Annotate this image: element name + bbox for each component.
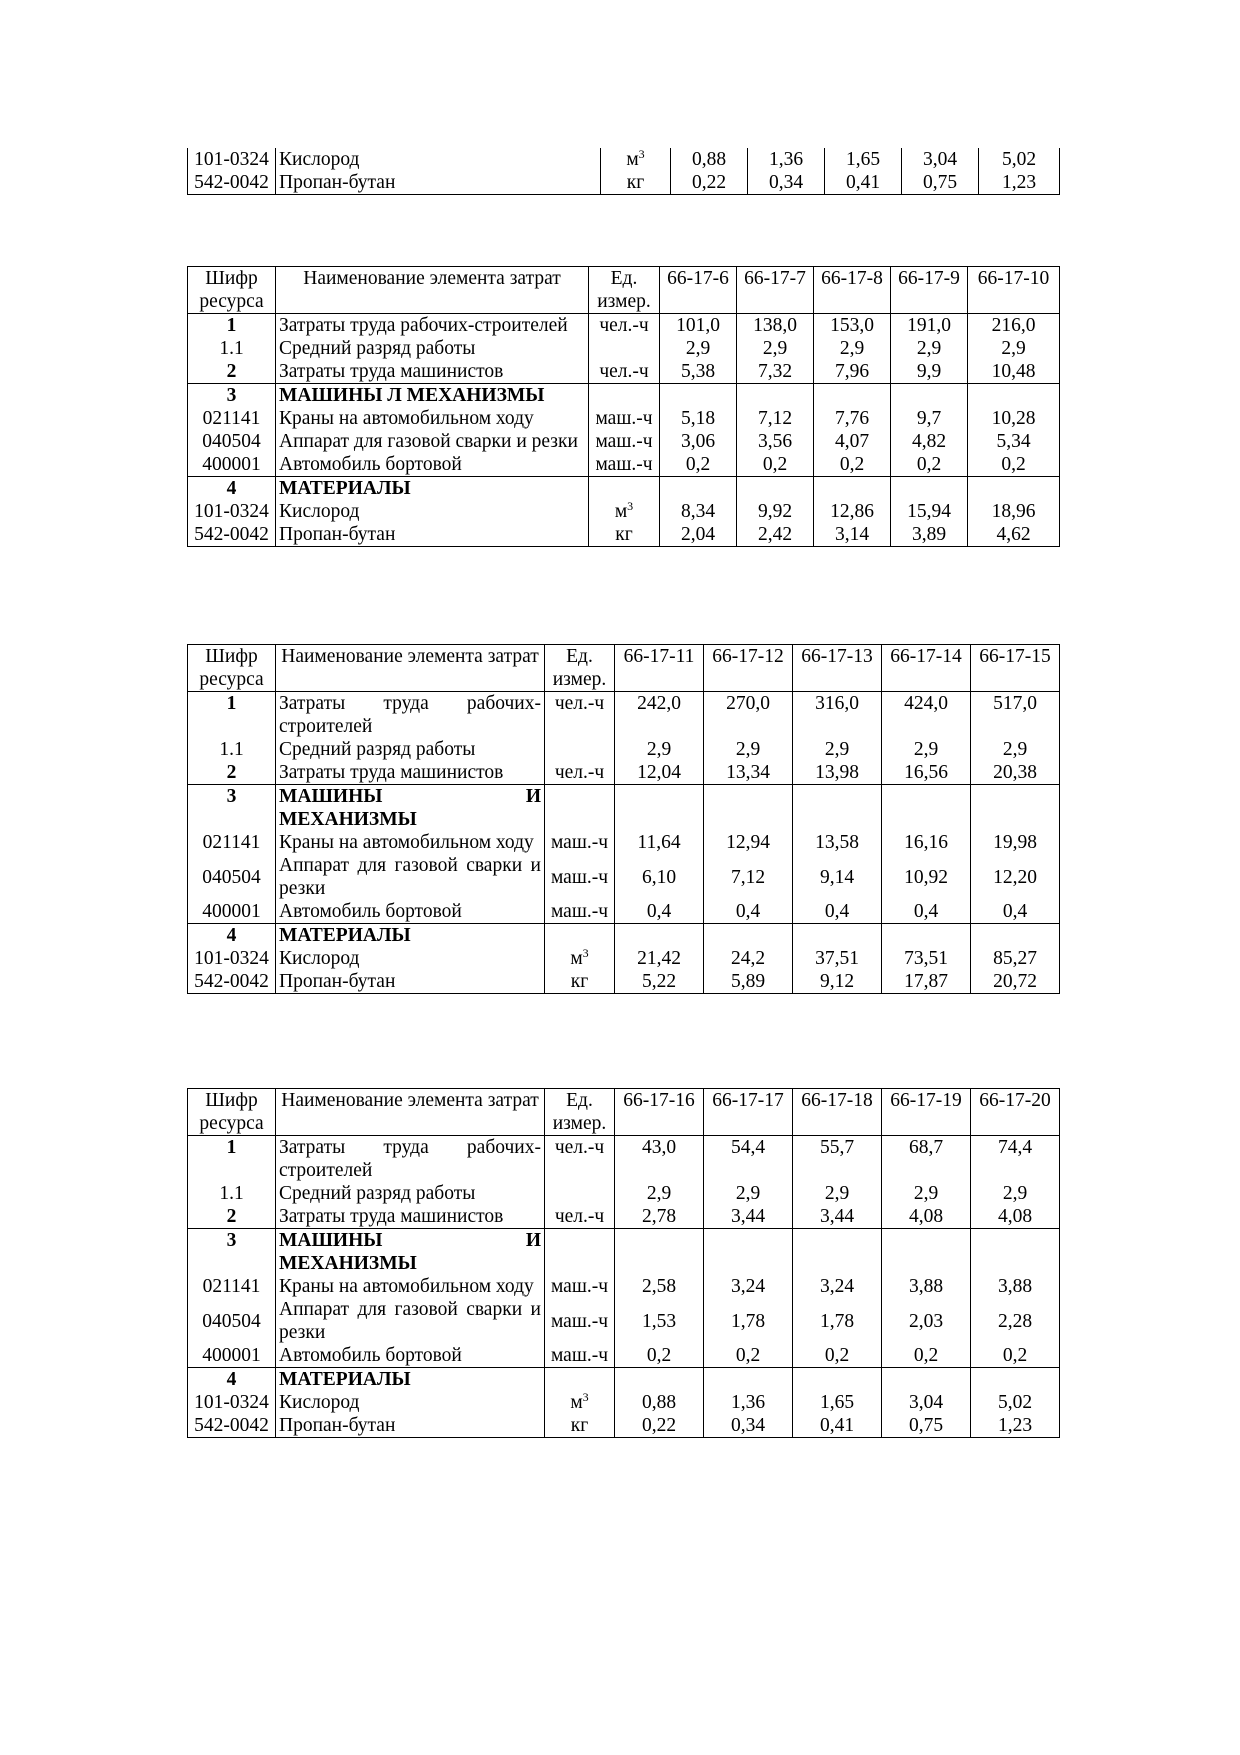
unit: маш.-ч <box>545 1275 615 1298</box>
value-cell: 191,0 <box>891 314 968 338</box>
resource-code: 101-0324 <box>188 500 276 523</box>
header-col: 66-17-18 <box>793 1089 882 1136</box>
value-cell: 3,14 <box>814 523 891 547</box>
resource-code: 542-0042 <box>188 1414 276 1438</box>
unit: кг <box>589 523 660 547</box>
value-cell: 9,12 <box>793 970 882 994</box>
value-cell: 1,78 <box>704 1298 793 1344</box>
resource-name: Пропан-бутан <box>276 171 601 195</box>
header-col: 66-17-10 <box>968 267 1060 314</box>
value-cell: 1,36 <box>748 148 825 171</box>
value-cell: 2,58 <box>615 1275 704 1298</box>
resource-name: Кислород <box>276 500 589 523</box>
value-cell: 0,2 <box>660 453 737 477</box>
table-row <box>188 947 1060 970</box>
resource-table-66-17-6-to-10 <box>187 266 1060 547</box>
resource-code: 1.1 <box>188 1182 276 1205</box>
resource-name: Пропан-бутан <box>276 523 589 547</box>
table-row <box>188 1414 1060 1438</box>
table-row <box>188 453 1060 477</box>
section-title: МАШИНЫ И МЕХАНИЗМЫ <box>276 785 545 832</box>
value-cell: 2,9 <box>793 738 882 761</box>
value-cell: 4,62 <box>968 523 1060 547</box>
value-cell: 3,24 <box>704 1275 793 1298</box>
value-cell: 3,56 <box>737 430 814 453</box>
value-cell: 5,02 <box>979 148 1060 171</box>
value-cell: 4,08 <box>882 1205 971 1229</box>
value-cell: 138,0 <box>737 314 814 338</box>
value-cell: 6,10 <box>615 854 704 900</box>
table-header-row <box>188 1089 1060 1136</box>
resource-code: 2 <box>188 761 276 785</box>
resource-code: 1.1 <box>188 738 276 761</box>
value-cell: 3,89 <box>891 523 968 547</box>
value-cell: 2,9 <box>704 738 793 761</box>
header-unit: Ед. измер. <box>545 1089 615 1136</box>
resource-name: Кислород <box>276 1391 545 1414</box>
value-cell: 0,34 <box>704 1414 793 1438</box>
value-cell: 19,98 <box>971 831 1060 854</box>
unit: маш.-ч <box>545 831 615 854</box>
value-cell: 3,44 <box>704 1205 793 1229</box>
value-cell: 2,9 <box>814 337 891 360</box>
table-row <box>188 407 1060 430</box>
resource-code: 040504 <box>188 430 276 453</box>
section-row <box>188 785 1060 832</box>
value-cell: 5,89 <box>704 970 793 994</box>
value-cell: 1,78 <box>793 1298 882 1344</box>
header-col: 66-17-8 <box>814 267 891 314</box>
unit-cell <box>545 1391 615 1414</box>
table-row <box>188 854 1060 900</box>
value-cell: 242,0 <box>615 692 704 739</box>
value-cell: 17,87 <box>882 970 971 994</box>
value-cell: 0,2 <box>737 453 814 477</box>
table-row <box>188 148 1060 171</box>
value-cell: 7,12 <box>704 854 793 900</box>
value-cell: 0,41 <box>825 171 902 195</box>
value-cell: 85,27 <box>971 947 1060 970</box>
unit-cell <box>545 947 615 970</box>
section-title: МАШИНЫ И МЕХАНИЗМЫ <box>276 1229 545 1276</box>
value-cell: 21,42 <box>615 947 704 970</box>
table-row <box>188 900 1060 924</box>
value-cell: 0,75 <box>902 171 979 195</box>
resource-code: 101-0324 <box>188 947 276 970</box>
section-code: 3 <box>188 384 276 408</box>
resource-code: 021141 <box>188 1275 276 1298</box>
section-title: МАШИНЫ Л МЕХАНИЗМЫ <box>276 384 589 408</box>
table-row <box>188 1205 1060 1229</box>
unit: кг <box>545 1414 615 1438</box>
value-cell: 3,88 <box>971 1275 1060 1298</box>
resource-code: 400001 <box>188 453 276 477</box>
section-title: МАТЕРИАЛЫ <box>276 924 545 948</box>
table-row <box>188 970 1060 994</box>
value-cell: 153,0 <box>814 314 891 338</box>
value-cell: 54,4 <box>704 1136 793 1183</box>
unit-superscript: 3 <box>582 946 589 960</box>
resource-name: Аппарат для газовой сварки и резки <box>276 854 545 900</box>
resource-code: 542-0042 <box>188 523 276 547</box>
value-cell: 7,96 <box>814 360 891 384</box>
header-code: Шифр ресурса <box>188 1089 276 1136</box>
resource-name: Пропан-бутан <box>276 970 545 994</box>
value-cell: 4,08 <box>971 1205 1060 1229</box>
header-col: 66-17-6 <box>660 267 737 314</box>
resource-code: 542-0042 <box>188 171 276 195</box>
header-col: 66-17-16 <box>615 1089 704 1136</box>
resource-name: Аппарат для газовой сварки и резки <box>276 430 589 453</box>
header-code: Шифр ресурса <box>188 645 276 692</box>
resource-code: 040504 <box>188 1298 276 1344</box>
resource-name: Затраты труда рабочих-строителей <box>276 692 545 739</box>
section-code: 4 <box>188 1368 276 1392</box>
value-cell: 1,23 <box>979 171 1060 195</box>
resource-table-66-17-11-to-15 <box>187 644 1060 994</box>
value-cell: 7,12 <box>737 407 814 430</box>
value-cell: 43,0 <box>615 1136 704 1183</box>
header-col: 66-17-20 <box>971 1089 1060 1136</box>
unit-superscript: 3 <box>627 499 634 513</box>
unit <box>545 1182 615 1205</box>
value-cell: 0,4 <box>704 900 793 924</box>
value-cell: 1,65 <box>825 148 902 171</box>
table-row <box>188 1391 1060 1414</box>
section-row <box>188 477 1060 501</box>
section-row <box>188 924 1060 948</box>
value-cell: 3,06 <box>660 430 737 453</box>
header-col: 66-17-7 <box>737 267 814 314</box>
unit: маш.-ч <box>589 407 660 430</box>
header-name: Наименование элемента затрат <box>276 267 589 314</box>
value-cell: 2,9 <box>615 738 704 761</box>
unit: маш.-ч <box>545 1298 615 1344</box>
table-row <box>188 1136 1060 1183</box>
unit: чел.-ч <box>589 360 660 384</box>
value-cell: 0,2 <box>968 453 1060 477</box>
value-cell: 3,24 <box>793 1275 882 1298</box>
value-cell: 2,9 <box>793 1182 882 1205</box>
resource-name: Средний разряд работы <box>276 1182 545 1205</box>
value-cell: 5,34 <box>968 430 1060 453</box>
value-cell: 2,03 <box>882 1298 971 1344</box>
table-row <box>188 430 1060 453</box>
value-cell: 0,2 <box>704 1344 793 1368</box>
resource-name: Затраты труда машинистов <box>276 761 545 785</box>
table-row <box>188 500 1060 523</box>
value-cell: 5,18 <box>660 407 737 430</box>
unit: чел.-ч <box>545 1136 615 1183</box>
resource-code: 1 <box>188 1136 276 1183</box>
section-row <box>188 1229 1060 1276</box>
resource-name: Краны на автомобильном ходу <box>276 407 589 430</box>
value-cell: 37,51 <box>793 947 882 970</box>
value-cell: 2,9 <box>660 337 737 360</box>
resource-name: Затраты труда рабочих-строителей <box>276 1136 545 1183</box>
unit: чел.-ч <box>545 692 615 739</box>
value-cell: 0,2 <box>891 453 968 477</box>
value-cell: 2,04 <box>660 523 737 547</box>
section-code: 4 <box>188 924 276 948</box>
value-cell: 0,2 <box>971 1344 1060 1368</box>
value-cell: 0,75 <box>882 1414 971 1438</box>
value-cell: 5,02 <box>971 1391 1060 1414</box>
value-cell: 8,34 <box>660 500 737 523</box>
unit: маш.-ч <box>545 900 615 924</box>
resource-name: Автомобиль бортовой <box>276 453 589 477</box>
value-cell: 1,23 <box>971 1414 1060 1438</box>
value-cell: 20,38 <box>971 761 1060 785</box>
resource-code: 2 <box>188 360 276 384</box>
table-row <box>188 1298 1060 1344</box>
value-cell: 2,28 <box>971 1298 1060 1344</box>
section-code: 3 <box>188 785 276 832</box>
header-col: 66-17-11 <box>615 645 704 692</box>
resource-code: 400001 <box>188 900 276 924</box>
table-row <box>188 523 1060 547</box>
value-cell: 0,41 <box>793 1414 882 1438</box>
unit-cell <box>589 500 660 523</box>
value-cell: 13,34 <box>704 761 793 785</box>
resource-name: Краны на автомобильном ходу <box>276 1275 545 1298</box>
header-col: 66-17-9 <box>891 267 968 314</box>
header-name: Наименование элемента затрат <box>276 645 545 692</box>
value-cell: 2,78 <box>615 1205 704 1229</box>
value-cell: 0,22 <box>671 171 748 195</box>
resource-code: 1 <box>188 692 276 739</box>
value-cell: 10,48 <box>968 360 1060 384</box>
value-cell: 2,9 <box>968 337 1060 360</box>
section-row <box>188 384 1060 408</box>
value-cell: 3,44 <box>793 1205 882 1229</box>
resource-code: 040504 <box>188 854 276 900</box>
value-cell: 2,42 <box>737 523 814 547</box>
value-cell: 2,9 <box>737 337 814 360</box>
table-row <box>188 1275 1060 1298</box>
value-cell: 9,9 <box>891 360 968 384</box>
header-unit: Ед. измер. <box>545 645 615 692</box>
value-cell: 12,20 <box>971 854 1060 900</box>
value-cell: 55,7 <box>793 1136 882 1183</box>
unit: кг <box>601 171 671 195</box>
value-cell: 517,0 <box>971 692 1060 739</box>
unit: кг <box>545 970 615 994</box>
table-row <box>188 171 1060 195</box>
header-col: 66-17-13 <box>793 645 882 692</box>
value-cell: 2,9 <box>971 738 1060 761</box>
resource-name: Краны на автомобильном ходу <box>276 831 545 854</box>
value-cell: 10,92 <box>882 854 971 900</box>
value-cell: 0,2 <box>814 453 891 477</box>
unit: чел.-ч <box>589 314 660 338</box>
value-cell: 12,94 <box>704 831 793 854</box>
header-col: 66-17-19 <box>882 1089 971 1136</box>
resource-code: 101-0324 <box>188 148 276 171</box>
header-col: 66-17-14 <box>882 645 971 692</box>
resource-name: Кислород <box>276 148 601 171</box>
value-cell: 73,51 <box>882 947 971 970</box>
resource-name: Средний разряд работы <box>276 337 589 360</box>
resource-code: 2 <box>188 1205 276 1229</box>
value-cell: 3,04 <box>882 1391 971 1414</box>
resource-code: 542-0042 <box>188 970 276 994</box>
section-title: МАТЕРИАЛЫ <box>276 477 589 501</box>
unit: маш.-ч <box>545 1344 615 1368</box>
table-row <box>188 831 1060 854</box>
unit <box>589 337 660 360</box>
value-cell: 18,96 <box>968 500 1060 523</box>
value-cell: 1,65 <box>793 1391 882 1414</box>
value-cell: 0,34 <box>748 171 825 195</box>
value-cell: 0,4 <box>882 900 971 924</box>
value-cell: 2,9 <box>704 1182 793 1205</box>
table-row <box>188 1182 1060 1205</box>
table-header-row <box>188 645 1060 692</box>
value-cell: 9,14 <box>793 854 882 900</box>
value-cell: 270,0 <box>704 692 793 739</box>
value-cell: 9,7 <box>891 407 968 430</box>
table-row <box>188 761 1060 785</box>
resource-name: Пропан-бутан <box>276 1414 545 1438</box>
header-col: 66-17-15 <box>971 645 1060 692</box>
value-cell: 24,2 <box>704 947 793 970</box>
unit: маш.-ч <box>545 854 615 900</box>
resource-name: Кислород <box>276 947 545 970</box>
value-cell: 7,76 <box>814 407 891 430</box>
section-row <box>188 1368 1060 1392</box>
value-cell: 0,4 <box>793 900 882 924</box>
header-col: 66-17-17 <box>704 1089 793 1136</box>
value-cell: 2,9 <box>882 1182 971 1205</box>
unit <box>545 738 615 761</box>
value-cell: 74,4 <box>971 1136 1060 1183</box>
value-cell: 16,16 <box>882 831 971 854</box>
unit-superscript: 3 <box>638 147 645 161</box>
value-cell: 5,38 <box>660 360 737 384</box>
unit: маш.-ч <box>589 453 660 477</box>
resource-name: Автомобиль бортовой <box>276 900 545 924</box>
value-cell: 0,2 <box>793 1344 882 1368</box>
resource-name: Средний разряд работы <box>276 738 545 761</box>
table-header-row <box>188 267 1060 314</box>
value-cell: 2,9 <box>615 1182 704 1205</box>
unit: м <box>626 149 639 170</box>
value-cell: 12,04 <box>615 761 704 785</box>
value-cell: 20,72 <box>971 970 1060 994</box>
section-title: МАТЕРИАЛЫ <box>276 1368 545 1392</box>
value-cell: 1,53 <box>615 1298 704 1344</box>
unit: м <box>614 501 628 522</box>
value-cell: 4,07 <box>814 430 891 453</box>
unit: м <box>570 948 583 969</box>
header-name: Наименование элемента затрат <box>276 1089 545 1136</box>
resource-code: 1.1 <box>188 337 276 360</box>
unit: чел.-ч <box>545 761 615 785</box>
value-cell: 0,88 <box>671 148 748 171</box>
header-code: Шифр ресурса <box>188 267 276 314</box>
header-unit: Ед. измер. <box>589 267 660 314</box>
value-cell: 316,0 <box>793 692 882 739</box>
section-code: 3 <box>188 1229 276 1276</box>
table-row <box>188 738 1060 761</box>
value-cell: 101,0 <box>660 314 737 338</box>
value-cell: 2,9 <box>882 738 971 761</box>
value-cell: 3,04 <box>902 148 979 171</box>
table-row <box>188 692 1060 739</box>
resource-name: Затраты труда машинистов <box>276 360 589 384</box>
table-row <box>188 360 1060 384</box>
unit: маш.-ч <box>589 430 660 453</box>
value-cell: 0,88 <box>615 1391 704 1414</box>
value-cell: 216,0 <box>968 314 1060 338</box>
value-cell: 0,4 <box>971 900 1060 924</box>
header-col: 66-17-12 <box>704 645 793 692</box>
table-row <box>188 1344 1060 1368</box>
value-cell: 1,36 <box>704 1391 793 1414</box>
unit-cell <box>601 148 671 171</box>
table-row <box>188 337 1060 360</box>
value-cell: 2,9 <box>971 1182 1060 1205</box>
unit-superscript: 3 <box>582 1390 589 1404</box>
unit: м <box>570 1392 583 1413</box>
resource-table-66-17-16-to-20 <box>187 1088 1060 1438</box>
resource-code: 021141 <box>188 407 276 430</box>
value-cell: 16,56 <box>882 761 971 785</box>
value-cell: 9,92 <box>737 500 814 523</box>
resource-code: 101-0324 <box>188 1391 276 1414</box>
value-cell: 424,0 <box>882 692 971 739</box>
resource-table-continuation <box>187 148 1060 195</box>
value-cell: 68,7 <box>882 1136 971 1183</box>
value-cell: 12,86 <box>814 500 891 523</box>
unit: чел.-ч <box>545 1205 615 1229</box>
resource-code: 021141 <box>188 831 276 854</box>
value-cell: 11,64 <box>615 831 704 854</box>
table-row <box>188 314 1060 338</box>
value-cell: 13,98 <box>793 761 882 785</box>
resource-name: Затраты труда рабочих-строителей <box>276 314 589 338</box>
value-cell: 5,22 <box>615 970 704 994</box>
resource-name: Аппарат для газовой сварки и резки <box>276 1298 545 1344</box>
value-cell: 13,58 <box>793 831 882 854</box>
resource-name: Автомобиль бортовой <box>276 1344 545 1368</box>
value-cell: 4,82 <box>891 430 968 453</box>
value-cell: 0,2 <box>882 1344 971 1368</box>
value-cell: 0,2 <box>615 1344 704 1368</box>
value-cell: 7,32 <box>737 360 814 384</box>
value-cell: 15,94 <box>891 500 968 523</box>
value-cell: 2,9 <box>891 337 968 360</box>
value-cell: 0,22 <box>615 1414 704 1438</box>
section-code: 4 <box>188 477 276 501</box>
resource-code: 1 <box>188 314 276 338</box>
resource-code: 400001 <box>188 1344 276 1368</box>
resource-name: Затраты труда машинистов <box>276 1205 545 1229</box>
value-cell: 0,4 <box>615 900 704 924</box>
value-cell: 10,28 <box>968 407 1060 430</box>
value-cell: 3,88 <box>882 1275 971 1298</box>
